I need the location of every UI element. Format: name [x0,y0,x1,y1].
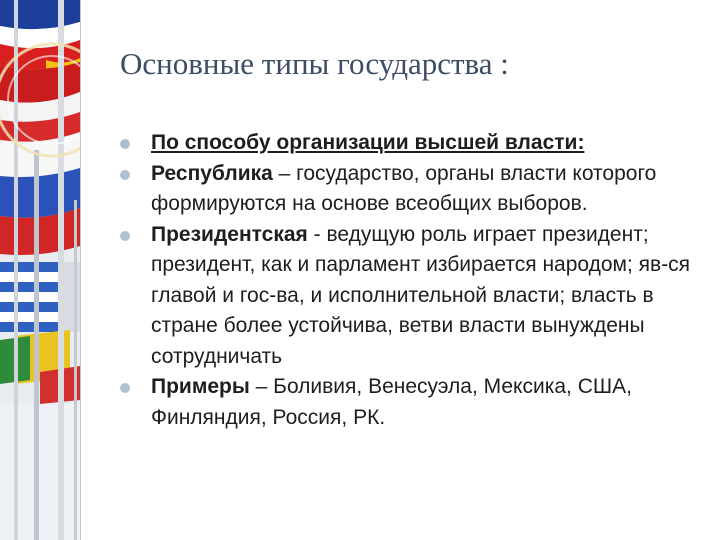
item-term: Республика [151,161,273,185]
bullet-dot-icon [120,383,130,393]
item-term: Примеры [151,375,250,398]
item-term: Президентская [151,222,308,246]
flags-image [0,0,80,540]
item-text: – Боливия, Венесуэла, Мексика, США, Финляндия, Россия, РК. [151,375,632,429]
item-text: – государство, органы власти которого формируются на основе всеобщих выборов. [151,161,657,215]
bullet-dot-icon [120,139,130,149]
bullet-dot-icon [120,231,130,241]
item-text: - ведущую роль играет президент; президент, как и парламент избирается народом; яв-ся главой и гос-ва, и исполнительной власти; власть в стране более устойчива, ветви власти вынуждены сотрудничать [151,222,691,368]
list-item [120,128,700,159]
bullet-dot-icon [120,170,130,180]
flags-photo [0,0,80,540]
vertical-divider [80,0,81,540]
bullet-list [120,128,700,433]
item-heading: По способу организации высшей власти: [151,131,585,154]
slide-title: Основные типы государства : [120,46,509,81]
list-item [120,159,700,220]
list-item [120,220,700,373]
list-item [120,372,700,433]
